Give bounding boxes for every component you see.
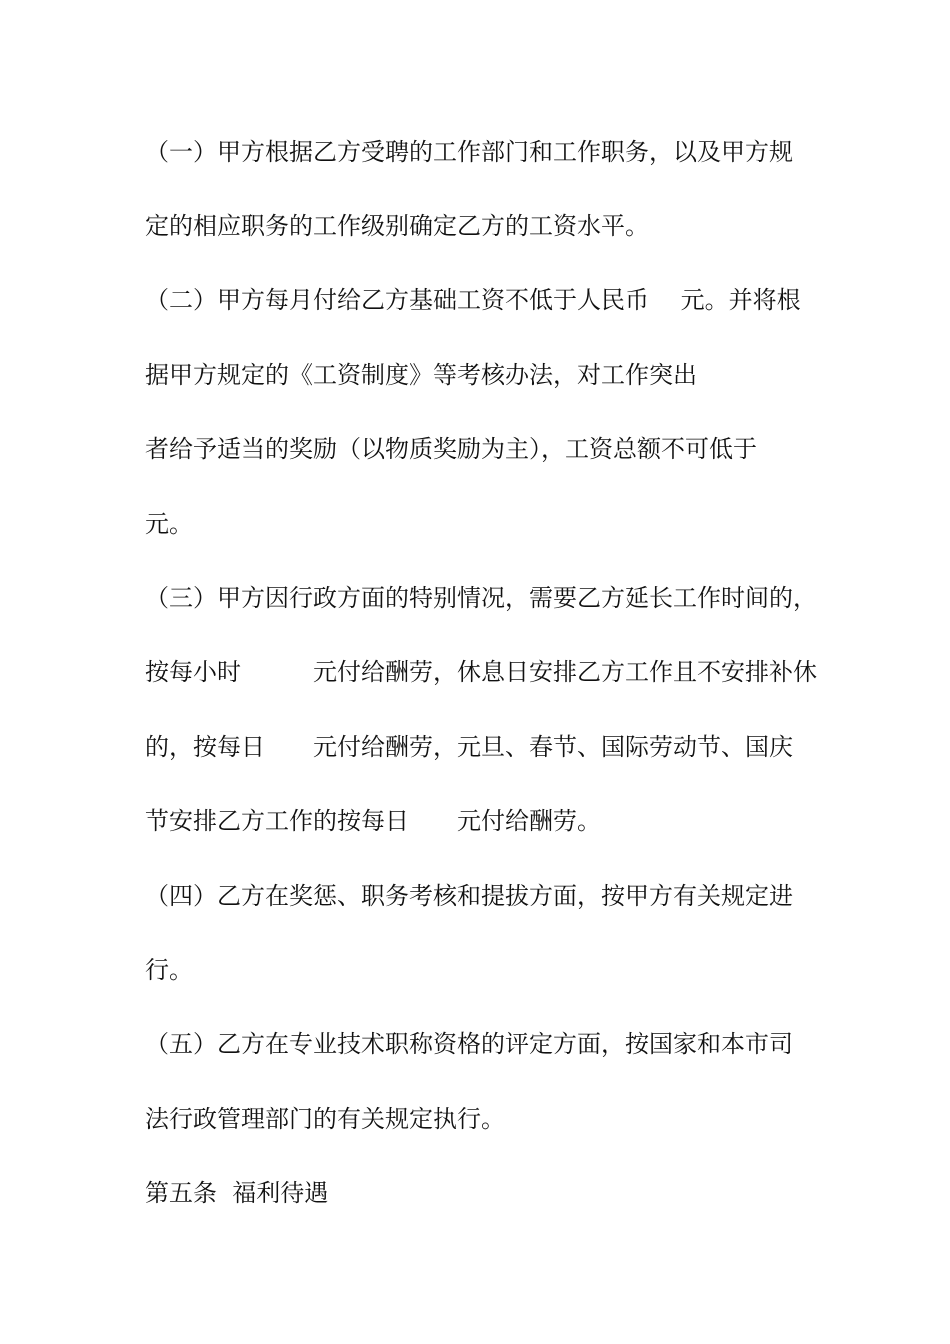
paragraph-2-line-3: 者给予适当的奖励（以物质奖励为主），工资总额不可低于 <box>145 435 757 463</box>
paragraph-2-line-2: 据甲方规定的《工资制度》等考核办法，对工作突出 <box>145 361 697 389</box>
paragraph-5-line-2: 法行政管理部门的有关规定执行。 <box>145 1105 505 1133</box>
paragraph-1-line-1: （一）甲方根据乙方受聘的工作部门和工作职务，以及甲方规 <box>145 138 793 166</box>
paragraph-3-line-1: （三）甲方因行政方面的特别情况，需要乙方延长工作时间的， <box>145 584 817 612</box>
paragraph-3-line-2: 按每小时 元付给酬劳，休息日安排乙方工作且不安排补休 <box>145 658 817 686</box>
section-heading-article-5: 第五条 福利待遇 <box>145 1179 329 1207</box>
paragraph-4-line-2: 行。 <box>145 956 193 984</box>
paragraph-3-line-3: 的，按每日 元付给酬劳，元旦、春节、国际劳动节、国庆 <box>145 733 793 761</box>
paragraph-1-line-2: 定的相应职务的工作级别确定乙方的工资水平。 <box>145 212 649 240</box>
paragraph-4-line-1: （四）乙方在奖惩、职务考核和提拔方面，按甲方有关规定进 <box>145 882 793 910</box>
paragraph-3-line-4: 节安排乙方工作的按每日 元付给酬劳。 <box>145 807 601 835</box>
paragraph-2-line-1: （二）甲方每月付给乙方基础工资不低于人民币 元。并将根 <box>145 286 801 314</box>
paragraph-2-line-4: 元。 <box>145 510 193 538</box>
paragraph-5-line-1: （五）乙方在专业技术职称资格的评定方面，按国家和本市司 <box>145 1030 793 1058</box>
